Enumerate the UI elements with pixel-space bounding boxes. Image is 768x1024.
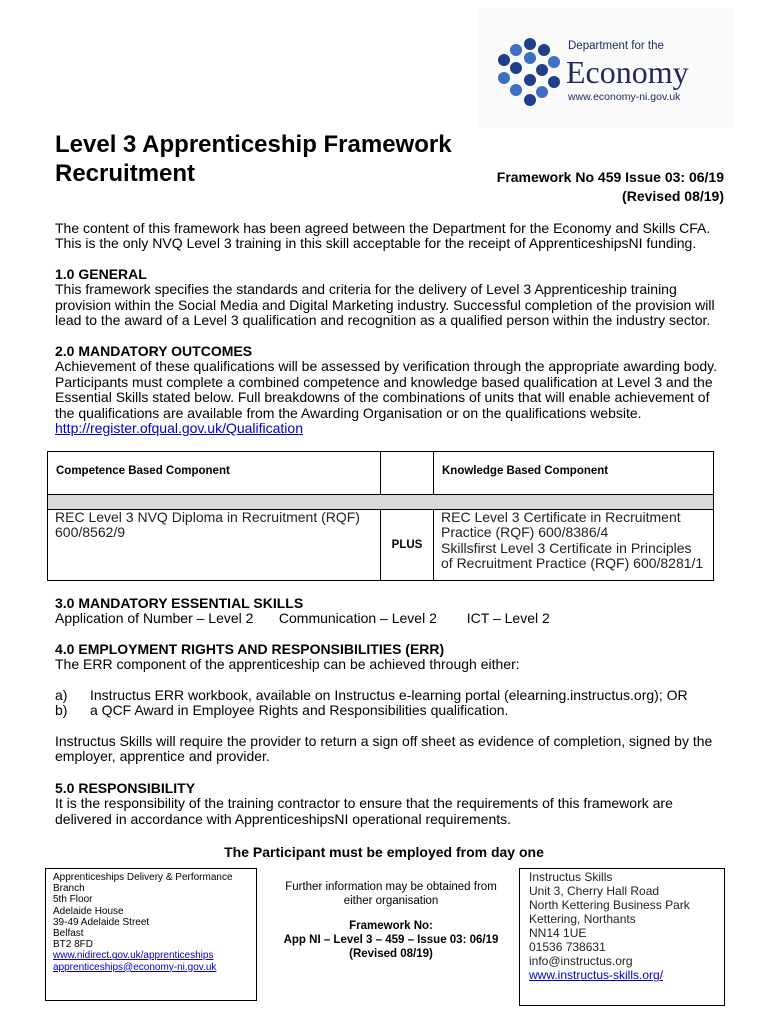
nidirect-link[interactable]: www.nidirect.gov.uk/apprenticeships <box>53 950 214 962</box>
err-section <box>55 642 740 764</box>
general-line: This framework specifies the standards and criteria for the delivery of Level 3 Apprenticeship training <box>55 281 677 298</box>
components-table <box>47 451 714 581</box>
footer-right-line: Kettering, Northants <box>529 912 636 926</box>
framework-revised: (Revised 08/19) <box>622 188 724 204</box>
err-option-marker: a) <box>55 686 68 703</box>
knowledge-line: Skillsfirst Level 3 Certificate in Principles <box>441 539 692 556</box>
general-line: provision within the Social Media and Digital Marketing industry. Successful completion of the provision will <box>55 296 715 313</box>
intro-line: This is the only NVQ Level 3 training in this skill acceptable for the receipt of ApprenticeshipsNI funding. <box>55 235 697 252</box>
footer-right-line: North Kettering Business Park <box>529 898 690 912</box>
outcomes-section <box>55 344 740 436</box>
essential-skill-item: ICT – Level 2 <box>466 610 550 627</box>
competence-header: Competence Based Component <box>48 452 381 495</box>
footer-framework-label: Framework No: <box>349 920 433 932</box>
page-title-line1: Level 3 Apprenticeship Framework <box>55 131 452 158</box>
table-separator-row <box>48 495 714 510</box>
footer-framework-value: App NI – Level 3 – 459 – Issue 03: 06/19 <box>283 934 499 946</box>
footer-left-line: BT2 8FD <box>53 939 94 951</box>
err-option-text: Instructus ERR workbook, available on Instructus e-learning portal (elearning.instructus.org); OR <box>90 686 688 703</box>
outcomes-line: the qualifications are available from the Awarding Organisation or on the qualifications website. <box>55 404 642 421</box>
knowledge-header: Knowledge Based Component <box>434 452 714 495</box>
footer-info-line: either organisation <box>343 895 439 907</box>
essential-skill-item: Application of Number – Level 2 <box>55 610 254 627</box>
footer-right-line: 01536 738631 <box>529 940 606 954</box>
logo-dept-line: Department for the <box>568 40 664 52</box>
logo-name: Economy <box>566 54 689 90</box>
footer-middle-info <box>266 880 516 961</box>
essential-skill-item: Communication – Level 2 <box>278 610 437 627</box>
general-heading: 1.0 GENERAL <box>55 266 147 282</box>
general-section <box>55 267 740 329</box>
knowledge-line: of Recruitment Practice (RQF) 600/8281/1 <box>441 555 704 572</box>
page-title-line2: Recruitment <box>55 160 196 187</box>
footer-right-line: info@instructus.org <box>529 954 633 968</box>
footer-department-contact <box>45 868 257 1001</box>
plus-header-cell <box>381 452 434 495</box>
economy-logo <box>478 8 734 128</box>
footer-left-line: Adelaide House <box>53 905 124 917</box>
framework-number: Framework No 459 Issue 03: 06/19 <box>496 169 724 185</box>
responsibility-line: It is the responsibility of the training contractor to ensure that the requirements of this framework are <box>55 795 673 812</box>
footer-instructus-contact <box>519 868 725 1006</box>
essential-skills-section <box>55 596 740 627</box>
knowledge-line: REC Level 3 Certificate in Recruitment <box>441 509 681 525</box>
instructus-website-link[interactable]: www.instructus-skills.org/ <box>529 968 664 982</box>
footer-right-line: NN14 1UE <box>529 926 587 940</box>
footer-info-line: Further information may be obtained from <box>285 881 497 893</box>
plus-label: PLUS <box>381 510 434 581</box>
knowledge-line: Practice (RQF) 600/8386/4 <box>441 524 609 541</box>
participant-notice: The Participant must be employed from day one <box>224 844 544 860</box>
err-intro: The ERR component of the apprenticeship can be achieved through either: <box>55 656 520 673</box>
footer-left-line: 5th Floor <box>53 894 93 906</box>
intro-line: The content of this framework has been agreed between the Department for the Economy and Skills CFA. <box>55 220 711 236</box>
err-note-line: Instructus Skills will require the provider to return a sign off sheet as evidence of completion, signed by the <box>55 732 713 749</box>
err-option-marker: b) <box>55 702 68 719</box>
outcomes-line: Achievement of these qualifications will be assessed by verification through the appropriate awarding body. <box>55 358 718 375</box>
economy-email-link[interactable]: apprenticeships@economy-ni.gov.uk <box>53 961 217 973</box>
responsibility-heading: 5.0 RESPONSIBILITY <box>55 780 196 796</box>
outcomes-line: Essential Skills stated below. Full breakdowns of the combinations of units that will enable achievement of <box>55 389 710 406</box>
competence-line: REC Level 3 NVQ Diploma in Recruitment (RQF) <box>55 509 360 525</box>
responsibility-section <box>55 781 740 827</box>
footer-framework-revised: (Revised 08/19) <box>349 948 433 960</box>
general-line: lead to the award of a Level 3 qualification and recognition as a qualified person within the industry sector. <box>55 312 711 329</box>
essential-heading: 3.0 MANDATORY ESSENTIAL SKILLS <box>55 595 304 611</box>
err-option <box>55 688 740 703</box>
err-option <box>55 703 740 718</box>
hexagon-cluster-icon <box>496 38 566 108</box>
competence-line: 600/8562/9 <box>55 524 126 541</box>
outcomes-heading: 2.0 MANDATORY OUTCOMES <box>55 343 253 359</box>
outcomes-line: Participants must complete a combined competence and knowledge based qualification at Level 3 and the <box>55 373 713 390</box>
logo-url: www.economy-ni.gov.uk <box>568 91 681 103</box>
footer-left-line: Apprenticeships Delivery & Performance <box>53 872 233 883</box>
responsibility-line: delivered in accordance with ApprenticeshipsNI operational requirements. <box>55 810 512 827</box>
ofqual-link[interactable]: http://register.ofqual.gov.uk/Qualification <box>55 420 303 437</box>
err-note-line: employer, apprentice and provider. <box>55 748 270 765</box>
footer-left-line: Branch <box>53 883 85 895</box>
footer-right-line: Unit 3, Cherry Hall Road <box>529 884 660 898</box>
footer-left-line: 39-49 Adelaide Street <box>53 916 150 928</box>
competence-cell <box>48 510 381 581</box>
footer-right-line: Instructus Skills <box>529 870 613 884</box>
footer-left-line: Belfast <box>53 928 84 940</box>
knowledge-cell <box>434 510 714 581</box>
intro-paragraph <box>55 221 740 252</box>
err-heading: 4.0 EMPLOYMENT RIGHTS AND RESPONSIBILITIES (ERR) <box>55 641 445 657</box>
err-option-text: a QCF Award in Employee Rights and Responsibilities qualification. <box>90 702 509 719</box>
